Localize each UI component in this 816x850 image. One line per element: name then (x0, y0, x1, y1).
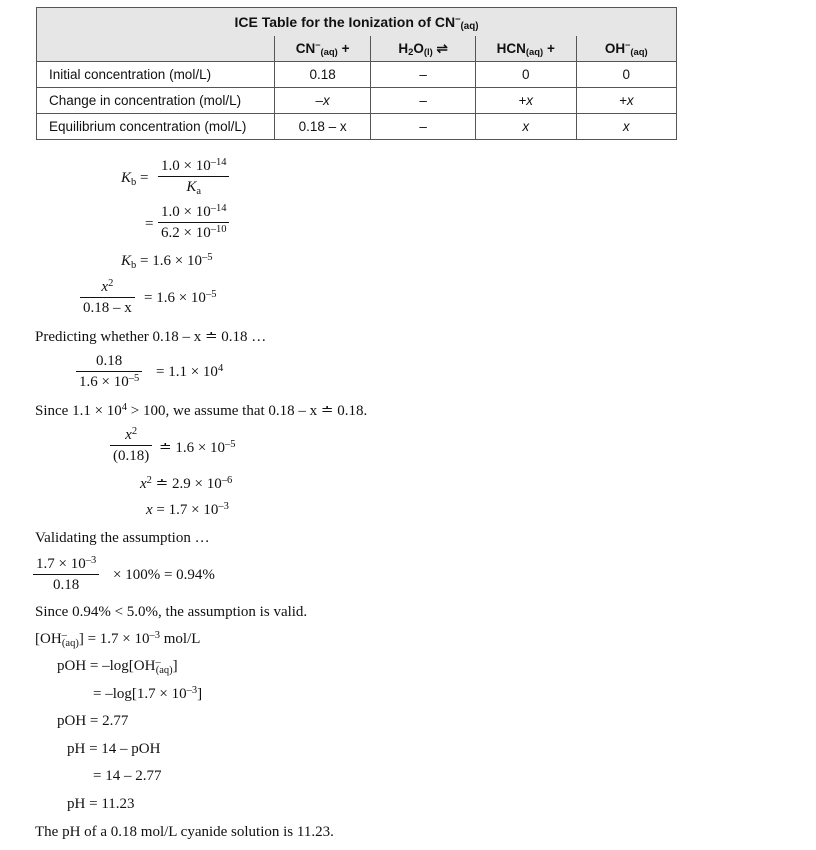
equilibrium-fraction: $\frac{x^2}{0.18 - x}$ (80, 279, 135, 317)
assumption-text: Since $1.1 \times 10^4 > 100$, we assume that 0.18 – x ≐ 0.18. (35, 402, 368, 419)
header-oh: $OH^-_{(aq)}$ (576, 36, 676, 62)
table-header-row (37, 36, 677, 62)
header-cn: $CN^-_{(aq)}$ + (274, 36, 370, 62)
header-hcn: $HCN_{(aq)}$ + (475, 36, 576, 62)
header-blank (37, 36, 275, 62)
kb-lhs: $K_b$ = (121, 170, 149, 189)
ph-line-2: = 14 – 2.77 (93, 768, 162, 784)
predict-text: Predicting whether 0.18 – x ≐ 0.18 … (35, 329, 267, 345)
table-row: Change in concentration (mol/L) –x – +x +x (37, 88, 677, 114)
ph-result: pH = 11.23 (67, 796, 135, 812)
equals-sign: = (145, 216, 154, 232)
approx-fraction: $\frac{x^2}{(0.18)}$ (110, 427, 152, 465)
validation-rhs: × 100% = 0.94% (113, 567, 215, 583)
x-value-line: $x = 1.7 \times 10^{-3}$ (146, 501, 229, 518)
kb-result: $K_b = 1.6 \times 10^{-5}$ (121, 252, 213, 272)
approx-rhs: ≐ $1.6 \times 10^{-5}$ (159, 439, 236, 456)
header-h2o: $H_2O_{(l)}$ ⇌ (371, 36, 476, 62)
ratio-fraction: $\frac{0.18}{1.6 \times 10^{-5}}$ (76, 353, 142, 391)
poh-result: pOH = 2.77 (57, 713, 129, 729)
kb-fraction-1: $\frac{1.0 \times 10^{-14}}{K_a}$ (158, 158, 229, 196)
table-row: Initial concentration (mol/L) 0.18 – 0 0 (37, 62, 677, 88)
ratio-rhs: = $1.1 \times 10^4$ (156, 363, 224, 380)
ph-line-1: pH = 14 – pOH (67, 741, 161, 757)
x-squared-line: $x^2$ ≐ $2.9 \times 10^{-6}$ (140, 475, 233, 492)
ice-table (36, 7, 677, 140)
equilibrium-rhs: = $1.6 \times 10^{-5}$ (144, 289, 217, 306)
validate-text: Validating the assumption … (35, 530, 210, 546)
validation-fraction: $\frac{1.7 \times 10^{-3}}{0.18}$ (33, 556, 99, 594)
valid-text: Since 0.94% < 5.0%, the assumption is valid. (35, 604, 308, 620)
table-title: ICE Table for the Ionization of $CN^-_{(aq)}$ (37, 8, 677, 37)
kb-fraction-2: $\frac{1.0 \times 10^{-14}}{6.2 \times 10^{-10}}$ (158, 204, 229, 242)
conclusion-text: The pH of a 0.18 mol/L cyanide solution is 11.23. (35, 824, 334, 840)
hydroxide-concentration: $[OH^-_{(aq)}] = 1.7 \times 10^{-3}$ mol/L (35, 630, 201, 650)
poh-line-2: = $-\log[1.7 \times 10^{-3}]$ (93, 685, 203, 702)
table-row: Equilibrium concentration (mol/L) 0.18 – x – x x (37, 114, 677, 140)
poh-line-1: pOH = $-\log[OH^-_{(aq)}]$ (57, 657, 178, 677)
